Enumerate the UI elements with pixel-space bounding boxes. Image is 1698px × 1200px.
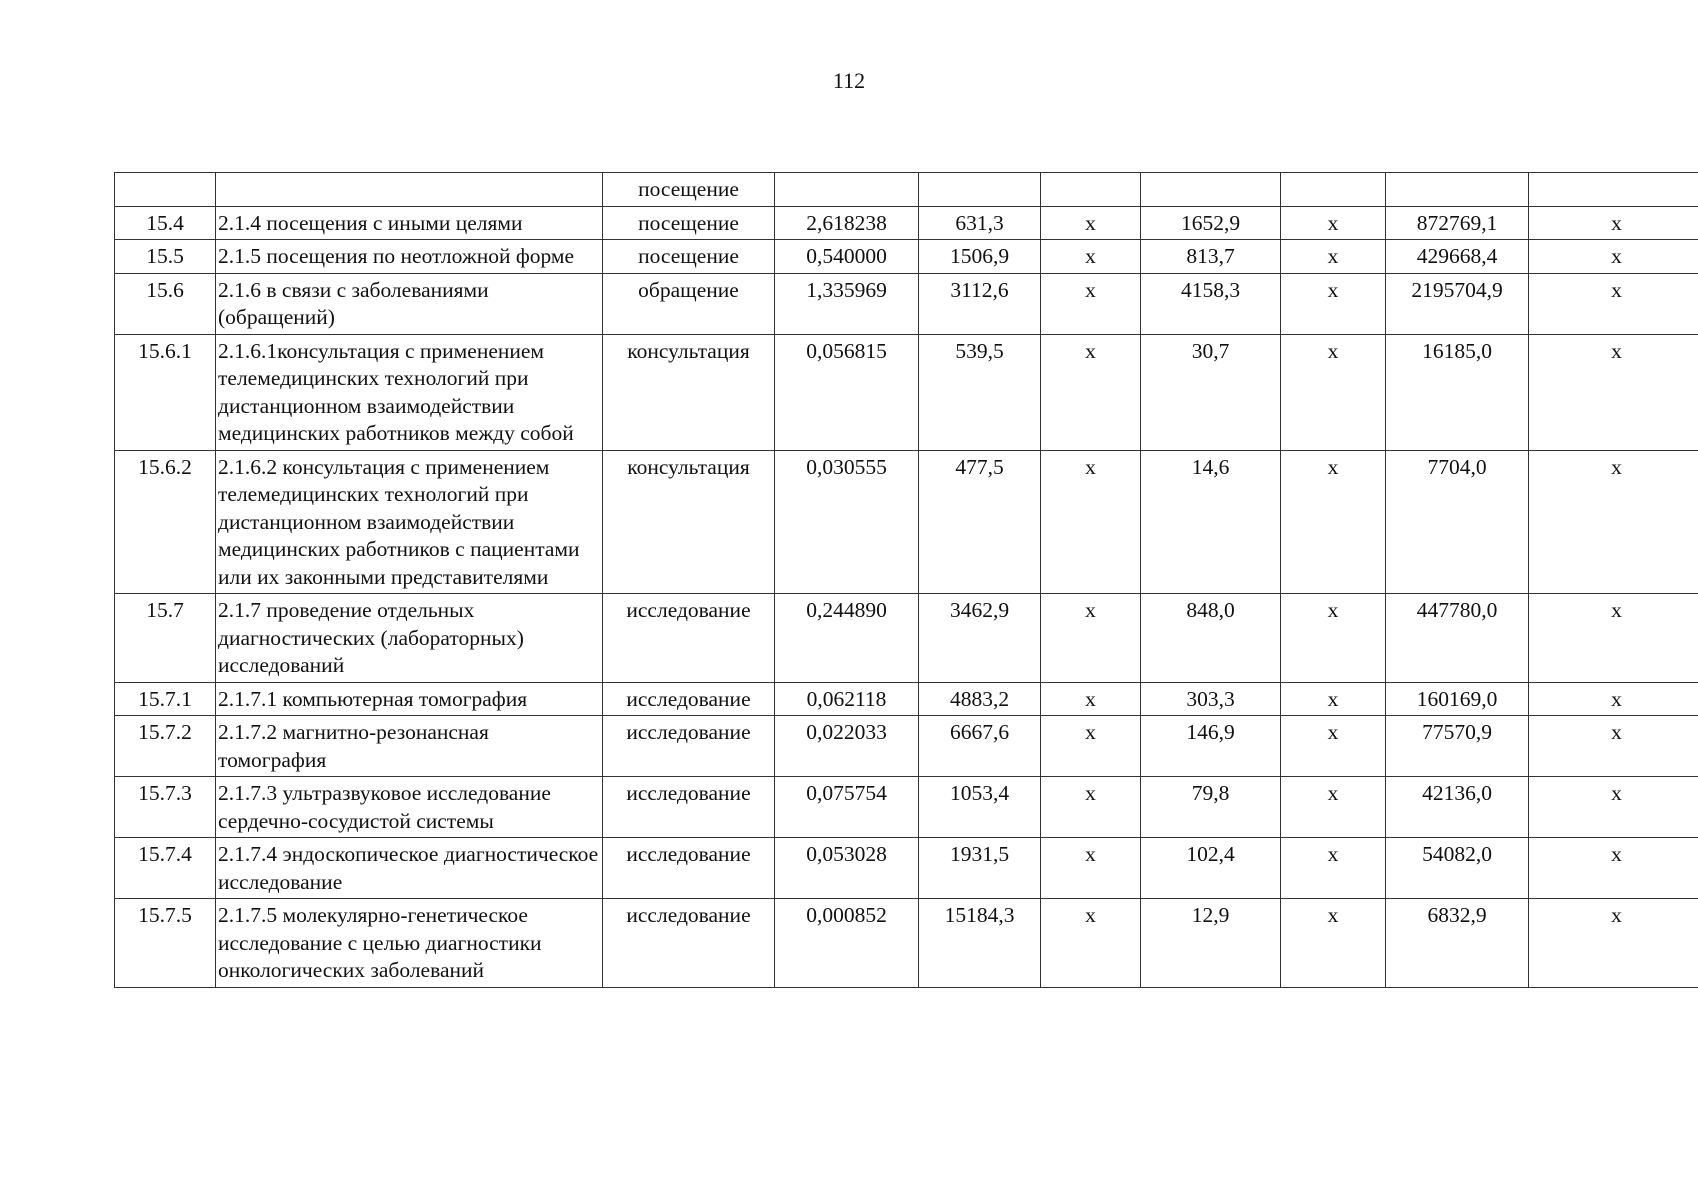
value-cell: х	[1529, 206, 1698, 240]
value-cell: 303,3	[1141, 682, 1281, 716]
row-name-cell: 2.1.7.4 эндоскопическое диагностическое исследование	[216, 838, 603, 899]
cost-cell: 3112,6	[919, 273, 1041, 334]
unit-cell: консультация	[603, 334, 775, 450]
norm-cell: 0,056815	[775, 334, 919, 450]
value-cell: 4158,3	[1141, 273, 1281, 334]
value-cell: 6832,9	[1386, 899, 1529, 988]
table-row	[115, 273, 1698, 334]
unit-cell: консультация	[603, 450, 775, 594]
value-cell: х	[1041, 240, 1141, 274]
unit-cell: посещение	[603, 173, 775, 207]
norm-cell: 1,335969	[775, 273, 919, 334]
row-name-cell: 2.1.7.2 магнитно-резонансная томография	[216, 716, 603, 777]
value-cell: 813,7	[1141, 240, 1281, 274]
row-number-cell: 15.7.1	[115, 682, 216, 716]
value-cell: х	[1281, 716, 1386, 777]
value-cell: 1652,9	[1141, 206, 1281, 240]
norm-cell: 0,022033	[775, 716, 919, 777]
value-cell: х	[1041, 682, 1141, 716]
value-cell: 160169,0	[1386, 682, 1529, 716]
value-cell: х	[1041, 273, 1141, 334]
row-name-cell	[216, 173, 603, 207]
tariff-table	[114, 172, 1698, 988]
norm-cell: 0,540000	[775, 240, 919, 274]
row-number-cell: 15.7.3	[115, 777, 216, 838]
unit-cell: исследование	[603, 716, 775, 777]
value-cell: х	[1281, 206, 1386, 240]
value-cell: х	[1529, 450, 1698, 594]
table-row	[115, 594, 1698, 683]
value-cell: х	[1281, 682, 1386, 716]
page-number: 112	[832, 68, 866, 93]
row-name-cell: 2.1.6.1консультация с применением телемедицинских технологий при дистанционном взаимодействии медицинских работников между собой	[216, 334, 603, 450]
cost-cell: 1506,9	[919, 240, 1041, 274]
norm-cell: 0,062118	[775, 682, 919, 716]
unit-cell: исследование	[603, 777, 775, 838]
cost-cell: 1931,5	[919, 838, 1041, 899]
table-row	[115, 838, 1698, 899]
row-number-cell: 15.6.1	[115, 334, 216, 450]
value-cell: х	[1529, 838, 1698, 899]
value-cell: 848,0	[1141, 594, 1281, 683]
value-cell: х	[1529, 594, 1698, 683]
value-cell: 30,7	[1141, 334, 1281, 450]
row-number-cell: 15.6	[115, 273, 216, 334]
row-number-cell: 15.5	[115, 240, 216, 274]
value-cell: х	[1041, 450, 1141, 594]
row-number-cell: 15.7	[115, 594, 216, 683]
value-cell: х	[1281, 899, 1386, 988]
value-cell: х	[1529, 777, 1698, 838]
value-cell	[1386, 173, 1529, 207]
value-cell: х	[1529, 899, 1698, 988]
table-row	[115, 716, 1698, 777]
unit-cell: исследование	[603, 594, 775, 683]
value-cell: х	[1041, 206, 1141, 240]
cost-cell: 3462,9	[919, 594, 1041, 683]
unit-cell: посещение	[603, 206, 775, 240]
row-number-cell: 15.6.2	[115, 450, 216, 594]
value-cell: 146,9	[1141, 716, 1281, 777]
value-cell: х	[1281, 838, 1386, 899]
value-cell: х	[1529, 240, 1698, 274]
value-cell: х	[1529, 273, 1698, 334]
value-cell: 2195704,9	[1386, 273, 1529, 334]
value-cell: 872769,1	[1386, 206, 1529, 240]
cost-cell: 539,5	[919, 334, 1041, 450]
value-cell: х	[1529, 716, 1698, 777]
row-number-cell: 15.7.2	[115, 716, 216, 777]
row-name-cell: 2.1.7.3 ультразвуковое исследование сердечно-сосудистой системы	[216, 777, 603, 838]
row-name-cell: 2.1.6.2 консультация с применением телемедицинских технологий при дистанционном взаимодействии медицинских работников с пациентами или их законными представителями	[216, 450, 603, 594]
value-cell: 447780,0	[1386, 594, 1529, 683]
value-cell: 42136,0	[1386, 777, 1529, 838]
cost-cell: 15184,3	[919, 899, 1041, 988]
value-cell: х	[1281, 450, 1386, 594]
value-cell: 429668,4	[1386, 240, 1529, 274]
table-row	[115, 206, 1698, 240]
value-cell: х	[1041, 777, 1141, 838]
value-cell	[1529, 173, 1698, 207]
unit-cell: посещение	[603, 240, 775, 274]
unit-cell: исследование	[603, 899, 775, 988]
cost-cell: 631,3	[919, 206, 1041, 240]
table-row	[115, 240, 1698, 274]
unit-cell: исследование	[603, 838, 775, 899]
value-cell: х	[1281, 594, 1386, 683]
row-name-cell: 2.1.7 проведение отдельных диагностических (лабораторных) исследований	[216, 594, 603, 683]
unit-cell: обращение	[603, 273, 775, 334]
value-cell: х	[1041, 716, 1141, 777]
table-body	[115, 173, 1698, 988]
value-cell: х	[1281, 273, 1386, 334]
value-cell	[1041, 173, 1141, 207]
norm-cell	[775, 173, 919, 207]
value-cell: 102,4	[1141, 838, 1281, 899]
value-cell: 14,6	[1141, 450, 1281, 594]
cost-cell: 477,5	[919, 450, 1041, 594]
norm-cell: 0,000852	[775, 899, 919, 988]
table-row	[115, 450, 1698, 594]
value-cell: х	[1041, 334, 1141, 450]
value-cell: 7704,0	[1386, 450, 1529, 594]
norm-cell: 0,030555	[775, 450, 919, 594]
value-cell: 12,9	[1141, 899, 1281, 988]
value-cell: х	[1041, 594, 1141, 683]
value-cell: 54082,0	[1386, 838, 1529, 899]
table-row	[115, 682, 1698, 716]
unit-cell: исследование	[603, 682, 775, 716]
value-cell: х	[1281, 240, 1386, 274]
value-cell: х	[1041, 899, 1141, 988]
value-cell: 79,8	[1141, 777, 1281, 838]
row-name-cell: 2.1.6 в связи с заболеваниями (обращений)	[216, 273, 603, 334]
value-cell: 77570,9	[1386, 716, 1529, 777]
cost-cell: 1053,4	[919, 777, 1041, 838]
cost-cell: 4883,2	[919, 682, 1041, 716]
value-cell: х	[1529, 682, 1698, 716]
table-row	[115, 899, 1698, 988]
value-cell	[1141, 173, 1281, 207]
row-name-cell: 2.1.7.1 компьютерная томография	[216, 682, 603, 716]
value-cell: х	[1281, 777, 1386, 838]
row-number-cell	[115, 173, 216, 207]
row-name-cell: 2.1.4 посещения с иными целями	[216, 206, 603, 240]
value-cell	[1281, 173, 1386, 207]
value-cell: х	[1529, 334, 1698, 450]
row-number-cell: 15.7.4	[115, 838, 216, 899]
row-number-cell: 15.7.5	[115, 899, 216, 988]
value-cell: х	[1041, 838, 1141, 899]
norm-cell: 0,075754	[775, 777, 919, 838]
row-number-cell: 15.4	[115, 206, 216, 240]
table-row	[115, 777, 1698, 838]
row-name-cell: 2.1.7.5 молекулярно-генетическое исследование с целью диагностики онкологических заболеваний	[216, 899, 603, 988]
value-cell: х	[1281, 334, 1386, 450]
cost-cell: 6667,6	[919, 716, 1041, 777]
table-row	[115, 173, 1698, 207]
cost-cell	[919, 173, 1041, 207]
norm-cell: 0,053028	[775, 838, 919, 899]
norm-cell: 0,244890	[775, 594, 919, 683]
table-row	[115, 334, 1698, 450]
row-name-cell: 2.1.5 посещения по неотложной форме	[216, 240, 603, 274]
value-cell: 16185,0	[1386, 334, 1529, 450]
norm-cell: 2,618238	[775, 206, 919, 240]
